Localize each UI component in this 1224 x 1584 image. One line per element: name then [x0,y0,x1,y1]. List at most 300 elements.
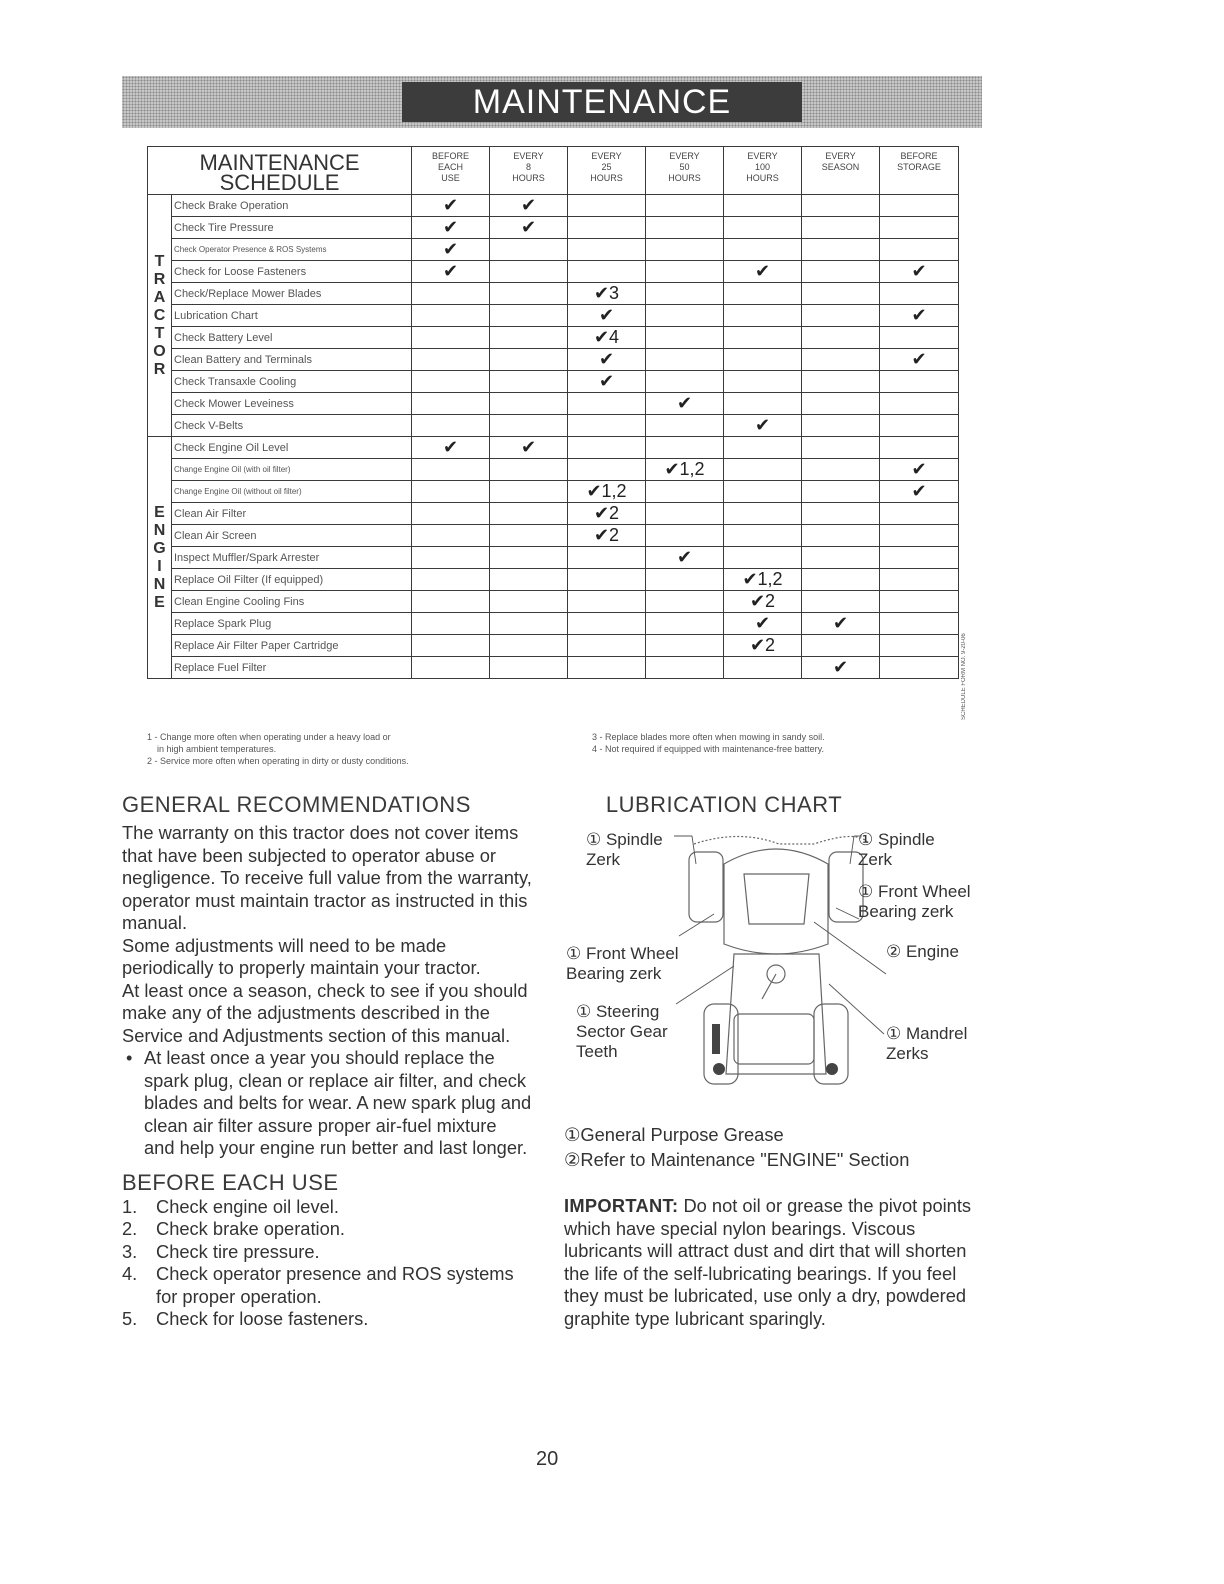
interval-header [802,147,880,195]
task-label: Clean Battery and Terminals [172,349,412,371]
steering-sector-gear-label [576,1002,668,1062]
schedule-check-cell [880,503,959,525]
table-row [148,371,959,393]
schedule-check-cell [880,327,959,349]
schedule-check-cell [802,503,880,525]
tractor-section-label [148,195,172,437]
schedule-check-cell: ✔ [646,547,724,569]
section-letter: A [153,288,166,306]
schedule-check-cell [880,591,959,613]
schedule-check-cell [490,459,568,481]
interval-header-line: 100 [754,162,771,172]
footnote-3: 3 - Replace blades more often when mowing in sandy soil. [592,732,825,742]
schedule-check-cell: ✔ [802,613,880,635]
task-label: Check Operator Presence & ROS Systems [172,239,412,261]
interval-header-line: USE [441,173,460,183]
schedule-check-cell [568,613,646,635]
page-title: MAINTENANCE [402,82,802,122]
schedule-check-cell [490,261,568,283]
schedule-check-cell: ✔ [568,305,646,327]
schedule-check-cell [802,305,880,327]
important-label: IMPORTANT: [564,1195,679,1216]
schedule-check-cell [802,591,880,613]
schedule-check-cell: ✔ [412,261,490,283]
table-row [148,613,959,635]
schedule-check-cell [724,547,802,569]
task-label: Check Engine Oil Level [172,437,412,459]
schedule-check-cell [646,591,724,613]
list-item [122,1263,532,1308]
schedule-check-cell [880,613,959,635]
front-wheel-bearing-right-label [858,882,971,922]
interval-header-line: EVERY [747,151,778,161]
task-label: Replace Spark Plug [172,613,412,635]
interval-header-line: BEFORE [431,151,469,161]
task-label: Replace Oil Filter (If equipped) [172,569,412,591]
schedule-check-cell [568,195,646,217]
legend-engine-ref: ②Refer to Maintenance "ENGINE" Section [564,1149,910,1170]
schedule-check-cell [490,393,568,415]
task-label: Check/Replace Mower Blades [172,283,412,305]
schedule-check-cell [646,503,724,525]
right-column [564,792,984,1329]
schedule-check-cell [412,481,490,503]
table-row [148,547,959,569]
schedule-check-cell [412,657,490,679]
spindle-zerk-left-label [586,830,663,870]
schedule-check-cell [412,415,490,437]
table-row [148,481,959,503]
schedule-check-cell [412,305,490,327]
schedule-check-cell [880,239,959,261]
schedule-check-cell [802,525,880,547]
schedule-check-cell [490,305,568,327]
schedule-check-cell: ✔ [412,217,490,239]
schedule-check-cell [490,371,568,393]
schedule-check-cell: ✔ [724,613,802,635]
interval-header-line: EVERY [825,151,856,161]
label-text: ① Front Wheel Bearing zerk [566,944,679,983]
schedule-check-cell [802,195,880,217]
maintenance-schedule-table [147,146,959,679]
schedule-title-line1: MAINTENANCE [199,150,360,175]
schedule-check-cell [646,371,724,393]
table-row [148,217,959,239]
schedule-check-cell [880,371,959,393]
schedule-check-cell: ✔4 [568,327,646,349]
schedule-check-cell [490,635,568,657]
section-letter: E [154,593,165,611]
list-item-number: 3. [122,1240,138,1262]
list-item-text: Check brake operation. [156,1218,346,1239]
lubrication-legend [564,1122,909,1172]
interval-header [490,147,568,195]
schedule-check-cell: ✔ [724,261,802,283]
schedule-check-cell [646,283,724,305]
interval-header-line: BEFORE [900,151,938,161]
schedule-check-cell [412,569,490,591]
table-row [148,657,959,679]
schedule-check-cell [568,657,646,679]
schedule-check-cell [802,283,880,305]
schedule-check-cell [412,459,490,481]
general-recommendations-heading: GENERAL RECOMMENDATIONS [122,792,471,817]
schedule-check-cell [724,393,802,415]
schedule-check-cell: ✔ [880,481,959,503]
schedule-check-cell [724,657,802,679]
schedule-check-cell [646,613,724,635]
section-letter: T [154,252,165,270]
engine-section-label [148,437,172,679]
task-label: Clean Air Filter [172,503,412,525]
schedule-check-cell [802,327,880,349]
schedule-check-cell: ✔ [802,657,880,679]
lubrication-diagram [564,824,984,1104]
table-row [148,261,959,283]
schedule-check-cell [724,371,802,393]
schedule-check-cell [802,547,880,569]
schedule-check-cell [802,261,880,283]
task-label: Clean Air Screen [172,525,412,547]
schedule-check-cell: ✔ [568,349,646,371]
schedule-check-cell [568,569,646,591]
interval-header-line: 25 [601,162,612,172]
schedule-check-cell [412,327,490,349]
mandrel-zerks-label [886,1024,967,1064]
table-row [148,415,959,437]
table-row [148,195,959,217]
schedule-check-cell: ✔ [646,393,724,415]
schedule-check-cell: ✔ [880,459,959,481]
schedule-check-cell [646,415,724,437]
section-letter: T [154,324,165,342]
schedule-check-cell [412,393,490,415]
schedule-check-cell: ✔ [412,437,490,459]
schedule-check-cell [802,349,880,371]
table-row [148,305,959,327]
list-item [122,1218,532,1241]
schedule-check-cell [646,239,724,261]
section-letter: G [153,539,166,557]
schedule-check-cell [412,613,490,635]
interval-header-line: SEASON [821,162,860,172]
table-row [148,569,959,591]
task-label: Check Transaxle Cooling [172,371,412,393]
label-text: ① Front Wheel Bearing zerk [858,882,971,921]
schedule-check-cell [802,217,880,239]
schedule-check-cell [880,283,959,305]
interval-header-line: 50 [679,162,690,172]
schedule-header-row [148,147,959,195]
list-item-number: 4. [122,1263,138,1284]
schedule-check-cell [568,437,646,459]
schedule-check-cell [724,525,802,547]
task-label: Change Engine Oil (with oil filter) [172,459,412,481]
general-paragraph-1: The warranty on this tractor does not cover items that have been subjected to operator abuse or negligence. To receive full value from the warranty, operator must maintain tractor as instructed in this manual. [122,822,532,933]
schedule-check-cell: ✔ [724,415,802,437]
schedule-check-cell [724,437,802,459]
task-label: Inspect Muffler/Spark Arrester [172,547,412,569]
section-letter: R [153,270,166,288]
schedule-check-cell [802,459,880,481]
list-item [122,1241,532,1264]
list-item-number: 1. [122,1195,138,1217]
schedule-check-cell [412,349,490,371]
schedule-check-cell: ✔1,2 [724,569,802,591]
schedule-check-cell [724,481,802,503]
schedule-check-cell [568,415,646,437]
schedule-check-cell [802,239,880,261]
schedule-check-cell [646,657,724,679]
engine-label [886,942,959,962]
schedule-check-cell [412,547,490,569]
schedule-check-cell [490,283,568,305]
before-each-use-list [122,1196,532,1331]
footnote-4: 4 - Not required if equipped with maintenance-free battery. [592,744,824,754]
list-item-number: 2. [122,1218,138,1239]
schedule-check-cell [646,569,724,591]
label-text: ① Spindle Zerk [858,830,935,869]
schedule-check-cell [880,525,959,547]
spindle-zerk-right-label [858,830,935,870]
schedule-check-cell [646,481,724,503]
schedule-check-cell [412,283,490,305]
general-paragraph-3: At least once a season, check to see if you should make any of the adjustments described in the Service and Adjustments section of this manual. [122,979,528,1046]
schedule-check-cell [802,371,880,393]
schedule-check-cell [802,481,880,503]
schedule-check-cell [490,569,568,591]
schedule-check-cell [880,657,959,679]
task-label: Check V-Belts [172,415,412,437]
schedule-check-cell [880,415,959,437]
schedule-check-cell [490,349,568,371]
schedule-check-cell [568,239,646,261]
left-column [122,792,532,1331]
task-label: Check Brake Operation [172,195,412,217]
task-label: Check Mower Leveiness [172,393,412,415]
schedule-check-cell: ✔2 [724,635,802,657]
schedule-check-cell [412,591,490,613]
footnote-1a: 1 - Change more often when operating under a heavy load or [147,732,391,742]
schedule-check-cell [724,195,802,217]
interval-header [646,147,724,195]
schedule-check-cell [646,635,724,657]
task-label: Lubrication Chart [172,305,412,327]
schedule-check-cell: ✔ [880,261,959,283]
schedule-check-cell: ✔ [412,239,490,261]
list-item-text: Check for loose fasteners. [156,1308,369,1329]
schedule-check-cell [412,503,490,525]
section-letter: I [157,557,162,575]
list-item [122,1196,532,1219]
task-label: Clean Engine Cooling Fins [172,591,412,613]
schedule-check-cell: ✔2 [568,503,646,525]
schedule-check-cell [568,635,646,657]
table-row [148,283,959,305]
schedule-check-cell: ✔2 [724,591,802,613]
schedule-check-cell [724,459,802,481]
schedule-title-line2: SCHEDULE [219,170,340,195]
label-text: ① Spindle Zerk [586,830,663,869]
interval-header-line: EVERY [513,151,544,161]
general-paragraph-2: Some adjustments will need to be made periodically to properly maintain your tractor. [122,934,481,978]
section-letter: C [153,306,166,324]
schedule-check-cell: ✔ [880,349,959,371]
schedule-check-cell [880,217,959,239]
label-text: ① Mandrel Zerks [886,1024,968,1063]
bullet-dot: • [126,1047,133,1068]
schedule-check-cell [802,569,880,591]
interval-header-line: EACH [437,162,463,172]
schedule-check-cell [880,547,959,569]
form-code: SCHEDULE FORM NO. 9-20-06 [961,633,967,720]
schedule-check-cell [646,261,724,283]
schedule-check-cell [568,547,646,569]
section-letter: N [153,521,166,539]
schedule-check-cell [568,459,646,481]
schedule-check-cell [568,591,646,613]
table-row [148,525,959,547]
schedule-check-cell [490,547,568,569]
schedule-title [148,147,412,195]
front-wheel-bearing-left-label [566,944,679,984]
table-row [148,459,959,481]
schedule-check-cell [412,525,490,547]
table-row [148,591,959,613]
schedule-check-cell [568,261,646,283]
task-label: Change Engine Oil (without oil filter) [172,481,412,503]
section-letter: N [153,575,166,593]
schedule-check-cell [646,437,724,459]
schedule-check-cell [880,195,959,217]
schedule-check-cell [490,503,568,525]
schedule-check-cell [880,635,959,657]
schedule-check-cell [724,283,802,305]
schedule-check-cell [802,635,880,657]
schedule-check-cell [490,327,568,349]
table-row [148,327,959,349]
interval-header [724,147,802,195]
schedule-check-cell [724,327,802,349]
legend-grease: ①General Purpose Grease [564,1124,784,1145]
schedule-check-cell: ✔1,2 [646,459,724,481]
schedule-check-cell [724,217,802,239]
schedule-check-cell: ✔3 [568,283,646,305]
important-text: Do not oil or grease the pivot points which have special nylon bearings. Viscous lubricants will attract dust and dirt that will shorten the life of the self-lubricating bearings. If you feel they must be lubricated, use only a dry, powdered graphite type lubricant sparingly. [564,1195,972,1329]
schedule-check-cell [880,437,959,459]
schedule-check-cell [646,217,724,239]
schedule-check-cell [724,305,802,327]
schedule-check-cell [490,657,568,679]
schedule-check-cell [724,349,802,371]
label-text: ① Steering Sector Gear Teeth [576,1002,668,1061]
schedule-check-cell [412,371,490,393]
schedule-check-cell [646,305,724,327]
schedule-check-cell [724,239,802,261]
interval-header [880,147,959,195]
label-text: ② Engine [886,942,959,961]
section-letter: E [154,503,165,521]
schedule-check-cell [646,525,724,547]
interval-header-line: HOURS [746,173,779,183]
list-item-number: 5. [122,1308,138,1329]
general-bullet [122,1047,532,1160]
schedule-check-cell [490,239,568,261]
interval-header-line: HOURS [668,173,701,183]
before-each-use-heading: BEFORE EACH USE [122,1169,339,1195]
schedule-check-cell: ✔ [568,371,646,393]
footnotes-left [147,731,577,767]
interval-header-line: HOURS [512,173,545,183]
schedule-check-cell: ✔ [490,217,568,239]
task-label: Check for Loose Fasteners [172,261,412,283]
interval-header-line: EVERY [591,151,622,161]
task-label: Check Battery Level [172,327,412,349]
page-number: 20 [536,1448,559,1470]
interval-header [412,147,490,195]
schedule-check-cell [880,393,959,415]
interval-header-line: HOURS [590,173,623,183]
schedule-check-cell [490,415,568,437]
general-bullet-text: At least once a year you should replace the spark plug, clean or replace air filter, and check blades and belts for wear. A new spark plug and clean air filter assure proper air-fuel mixture and help your engine run better and last longer. [144,1047,532,1158]
table-row [148,503,959,525]
schedule-check-cell: ✔ [490,437,568,459]
table-row [148,239,959,261]
lubrication-chart-heading: LUBRICATION CHART [605,792,843,817]
interval-header [568,147,646,195]
table-row [148,349,959,371]
footnote-1b: in high ambient temperatures. [157,744,277,754]
interval-header-line: EVERY [669,151,700,161]
schedule-check-cell [802,437,880,459]
important-note [564,1195,982,1330]
table-row [148,393,959,415]
schedule-check-cell: ✔ [412,195,490,217]
list-item [122,1308,532,1331]
section-letter: O [153,342,166,360]
schedule-check-cell [646,195,724,217]
footnotes-right [592,731,962,755]
footnote-2: 2 - Service more often when operating in dirty or dusty conditions. [147,756,409,766]
table-row [148,635,959,657]
schedule-check-cell [490,591,568,613]
task-label: Replace Fuel Filter [172,657,412,679]
schedule-check-cell [646,327,724,349]
list-item-text: Check tire pressure. [156,1240,320,1262]
schedule-check-cell [568,217,646,239]
schedule-check-cell [490,481,568,503]
table-row [148,437,959,459]
schedule-check-cell [490,525,568,547]
schedule-check-cell: ✔1,2 [568,481,646,503]
schedule-check-cell [724,503,802,525]
schedule-check-cell: ✔ [880,305,959,327]
interval-header-line: 8 [525,162,531,172]
schedule-check-cell [880,569,959,591]
list-item-text: Check engine oil level. [156,1195,339,1217]
schedule-check-cell [646,349,724,371]
interval-header-line: STORAGE [897,162,941,172]
schedule-check-cell [490,613,568,635]
schedule-check-cell: ✔ [490,195,568,217]
title-banner [122,76,982,128]
schedule-check-cell: ✔2 [568,525,646,547]
task-label: Replace Air Filter Paper Cartridge [172,635,412,657]
schedule-check-cell [412,635,490,657]
schedule-check-cell [802,415,880,437]
schedule-check-cell [802,393,880,415]
task-label: Check Tire Pressure [172,217,412,239]
